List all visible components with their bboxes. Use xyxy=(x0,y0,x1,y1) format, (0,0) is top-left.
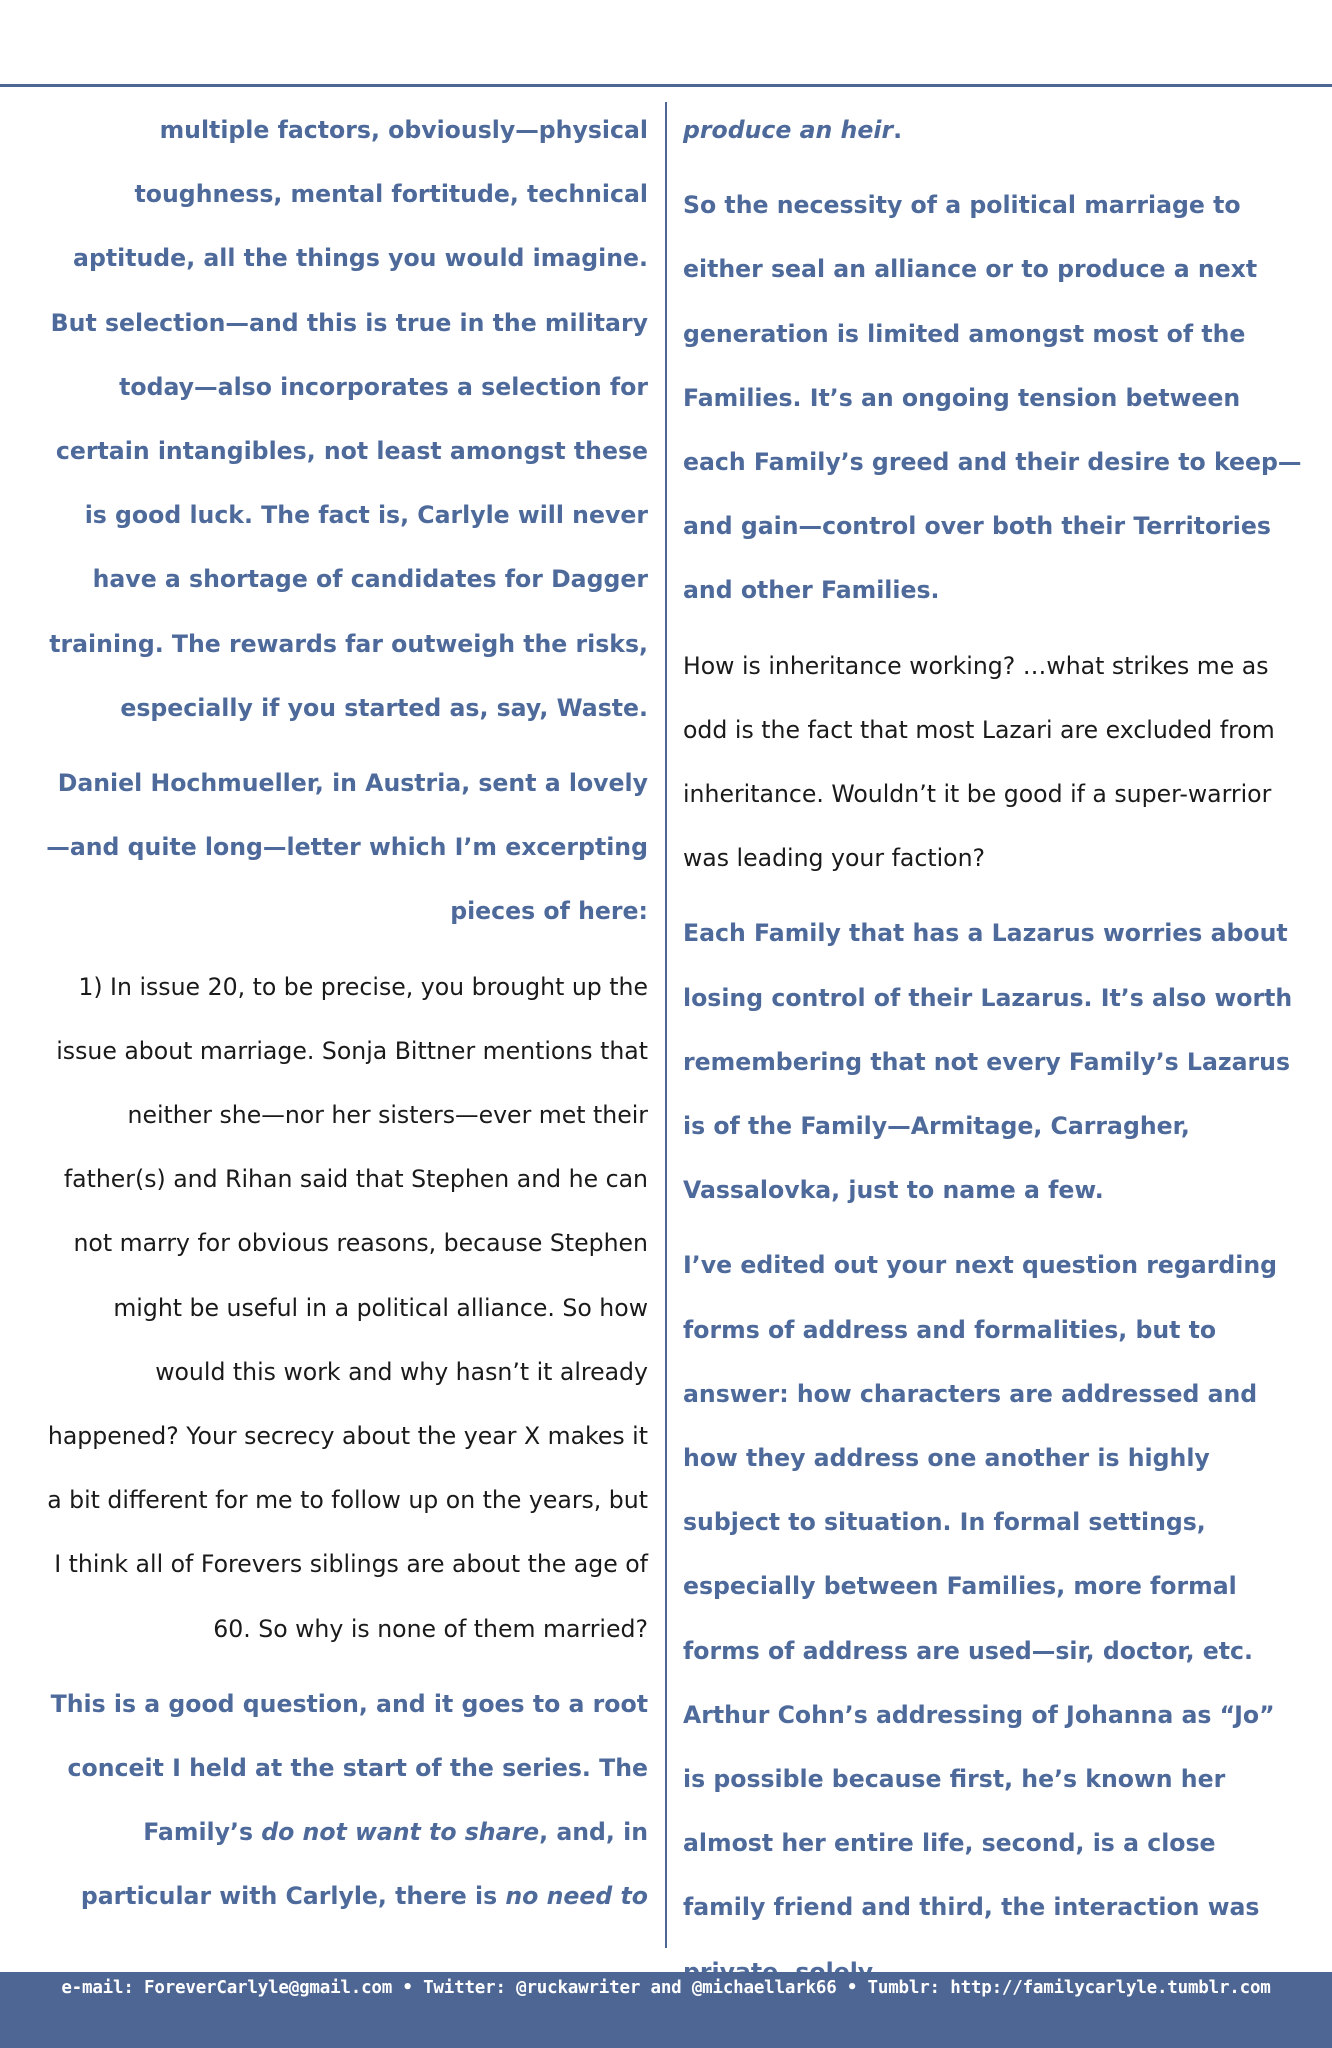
answer-paragraph xyxy=(683,901,1303,1222)
paragraph-text: 1) In issue 20, to be precise, you brought up the issue about marriage. Sonja Bittner mentions that neither she—nor her sisters—ever met their father(s) and Rihan said that Stephen and he can not marry for obvious reasons, because Stephen might be useful in a political alliance. So how would this work and why hasn’t it already happened? Your secrecy about the year X makes it a bit different for me to follow up on the years, but I think all of Forevers siblings are about the age of 60. So why is none of them married? xyxy=(47,972,648,1643)
answer-paragraph xyxy=(36,1672,648,1929)
emphasis-text: produce an heir xyxy=(683,116,894,144)
answer-paragraph xyxy=(683,1233,1303,2003)
footer-contact-line: e-mail: ForeverCarlyle@gmail.com • Twitter: @ruckawriter and @michaellark66 • Tumblr: http://familycarlyle.tumblr.com xyxy=(61,1978,1271,1998)
emphasis-text: no need to xyxy=(505,1882,648,1911)
paragraph-text: , and, in particular with Carlyle, there is xyxy=(80,1818,648,1911)
top-rule xyxy=(0,84,1332,87)
left-column xyxy=(36,98,648,1940)
paragraph-text: Each Family that has a Lazarus worries about losing control of their Lazarus. It’s also worth remembering that not every Family’s Lazarus is of the Family—Armitage, Carragher, Vassalovka, just to name a few. xyxy=(683,919,1293,1205)
answer-paragraph xyxy=(683,98,1303,162)
paragraph-text: How is inheritance working? …what strikes me as odd is the fact that most Lazari are excluded from inheritance. Wouldn’t it be good if a super-warrior was leading your faction? xyxy=(683,651,1275,873)
column-divider xyxy=(665,102,667,1948)
emphasis-text: do not want to share xyxy=(261,1818,540,1847)
paragraph-text: So the necessity of a political marriage to either seal an alliance or to produce a next generation is limited amongst most of the Families. It’s an ongoing tension between each Family’s greed and their desire to keep—and gain—control over both their Territories and other Families. xyxy=(683,191,1302,605)
paragraph-text: Daniel Hochmueller, in Austria, sent a lovely—and quite long—letter which I’m excerpting pieces of here: xyxy=(46,769,648,926)
paragraph-text: This is a good question, and it goes to a root conceit I held at the start of the series. The Family’s xyxy=(50,1689,648,1847)
footer-bar xyxy=(0,1972,1332,2048)
paragraph-text: I’ve edited out your next question regarding forms of address and formalities, but to answer: how characters are addressed and how they address one another is highly subject to situation. In formal settings, especially between Families, more formal forms of address are used—sir, doctor, etc. Arthur Cohn’s addressing of Johanna as “Jo” is possible because first, he’s known her almost her entire life, second, is a close family friend and third, the interaction was xyxy=(683,1251,1278,1922)
reader-question-paragraph xyxy=(683,634,1303,891)
paragraph-text: multiple factors, obviously—physical toughness, mental fortitude, technical aptitude, all the things you would imagine. But selection—and this is true in the military today—also incorporates a selection for certain intangibles, not least amongst these is good luck. The fact is, Carlyle will never have a shortage of candidates for Dagger training. The rewards far outweigh the risks, especially if you started as, say, Waste. xyxy=(49,116,648,722)
right-column xyxy=(683,98,1303,2015)
answer-paragraph xyxy=(36,751,648,944)
reader-question-paragraph xyxy=(36,955,648,1661)
paragraph-text: . xyxy=(893,116,903,144)
answer-paragraph xyxy=(683,173,1303,622)
answer-paragraph xyxy=(36,98,648,740)
